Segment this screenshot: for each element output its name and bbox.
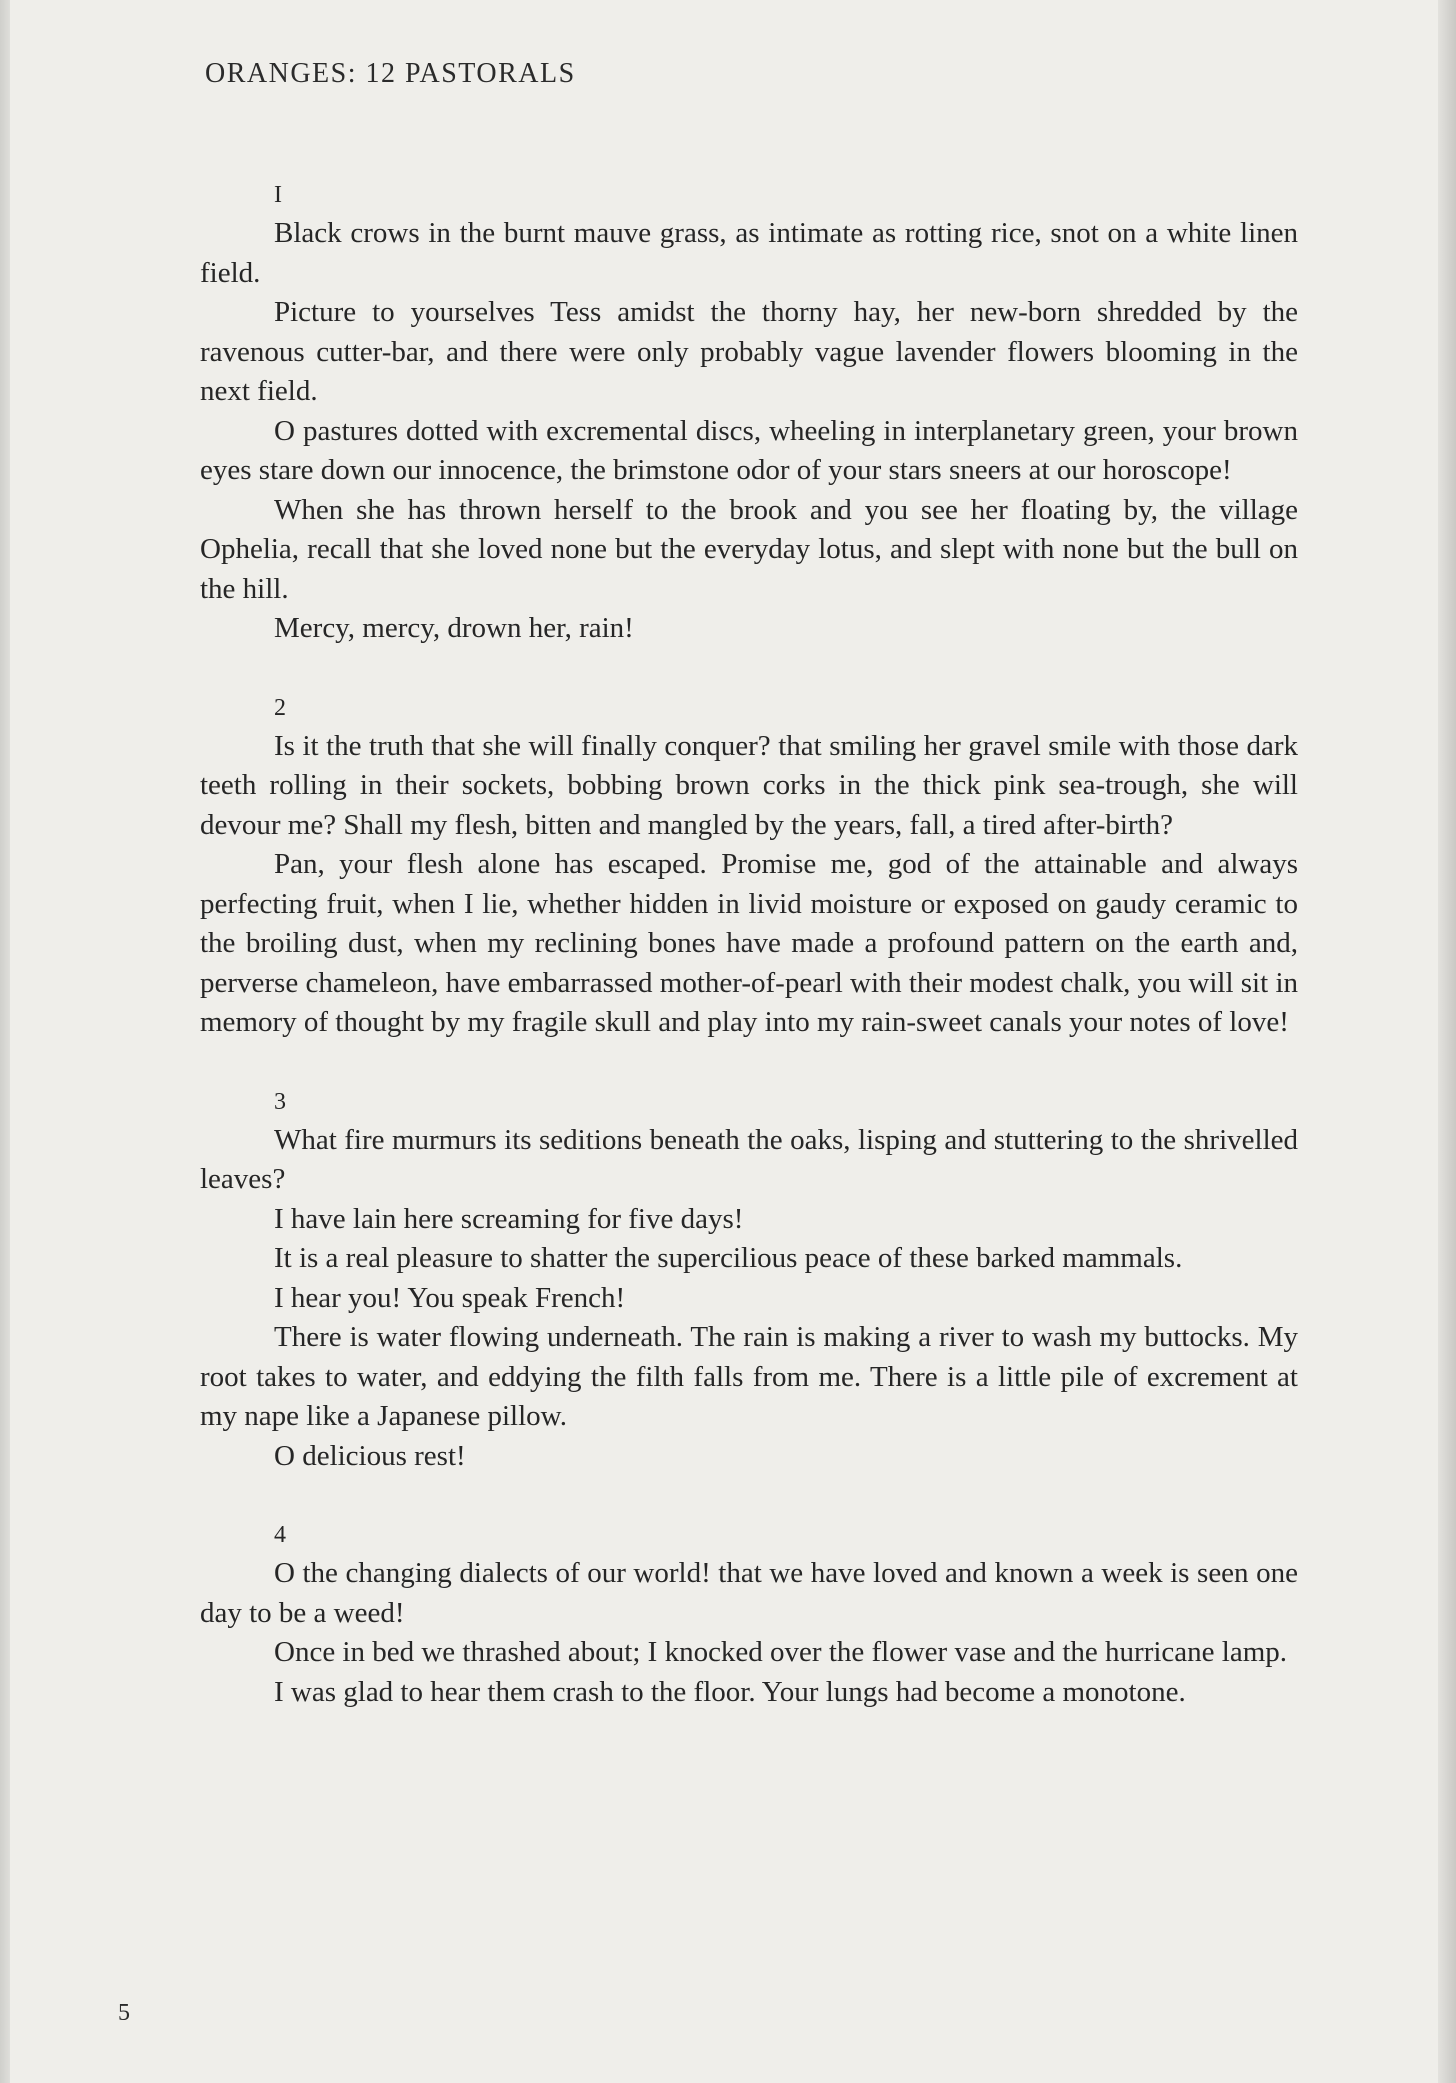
paragraph: Pan, your flesh alone has escaped. Promise me, god of the attainable and always perfecting fruit, when I lie, whether hidden in livid moisture or exposed on gaudy ceramic to the broiling dust, when my reclining bones have made a profound pattern on the earth and, perverse chameleon, have embarrassed mother-of-pearl with their modest chalk, you will sit in memory of thought by my fragile skull and play into my rain-sweet canals your notes of love! xyxy=(200,848,1298,1038)
section-1 xyxy=(200,178,1298,649)
paragraph: Picture to yourselves Tess amidst the thorny hay, her new-born shredded by the ravenous cutter-bar, and there were only probably vague lavender flowers blooming in the next field. xyxy=(200,296,1298,407)
page-number: 5 xyxy=(118,2000,130,2026)
paragraph: O the changing dialects of our world! that we have loved and known a week is seen one day to be a weed! xyxy=(200,1557,1298,1629)
paragraph: Black crows in the burnt mauve grass, as intimate as rotting rice, snot on a white linen field. xyxy=(200,217,1298,289)
poem-text xyxy=(200,178,1298,1754)
paragraph: O pastures dotted with excremental discs, wheeling in interplanetary green, your brown eyes stare down our innocence, the brimstone odor of your stars sneers at our horoscope! xyxy=(200,414,1298,486)
paragraph: Mercy, mercy, drown her, rain! xyxy=(274,612,634,644)
section-number: 4 xyxy=(274,1522,286,1548)
paragraph: I hear you! You speak French! xyxy=(274,1281,626,1314)
paragraph: There is water flowing underneath. The rain is making a river to wash my buttocks. My root takes to water, and eddying the filth falls from me. There is a little pile of excrement at my nape like a Japanese pillow. xyxy=(200,1321,1298,1432)
section-number: I xyxy=(274,182,282,208)
section-4 xyxy=(200,1518,1298,1712)
section-number: 3 xyxy=(274,1088,286,1115)
section-3 xyxy=(200,1085,1298,1477)
paragraph: Once in bed we thrashed about; I knocked over the flower vase and the hurricane lamp. xyxy=(274,1636,1288,1668)
section-2 xyxy=(200,691,1298,1043)
paragraph: I have lain here screaming for five days! xyxy=(274,1202,744,1235)
paragraph: Is it the truth that she will finally conquer? that smiling her gravel smile with those dark teeth rolling in their sockets, bobbing brown corks in the thick pink sea-trough, she will devour me? Shall my flesh, bitten and mangled by the years, fall, a tired after-birth? xyxy=(200,729,1298,841)
paragraph: I was glad to hear them crash to the floor. Your lungs had become a monotone. xyxy=(274,1675,1186,1708)
section-number: 2 xyxy=(274,694,286,721)
paragraph: When she has thrown herself to the brook and you see her floating by, the village Ophelia, recall that she loved none but the everyday lotus, and slept with none but the bull on the hill. xyxy=(200,493,1298,605)
page-edge xyxy=(1438,0,1456,2083)
paragraph: O delicious rest! xyxy=(274,1439,466,1472)
paragraph: It is a real pleasure to shatter the supercilious peace of these barked mammals. xyxy=(274,1242,1183,1274)
running-head: ORANGES: 12 PASTORALS xyxy=(205,58,576,89)
paragraph: What fire murmurs its seditions beneath the oaks, lisping and stuttering to the shrivelled leaves? xyxy=(200,1123,1298,1195)
